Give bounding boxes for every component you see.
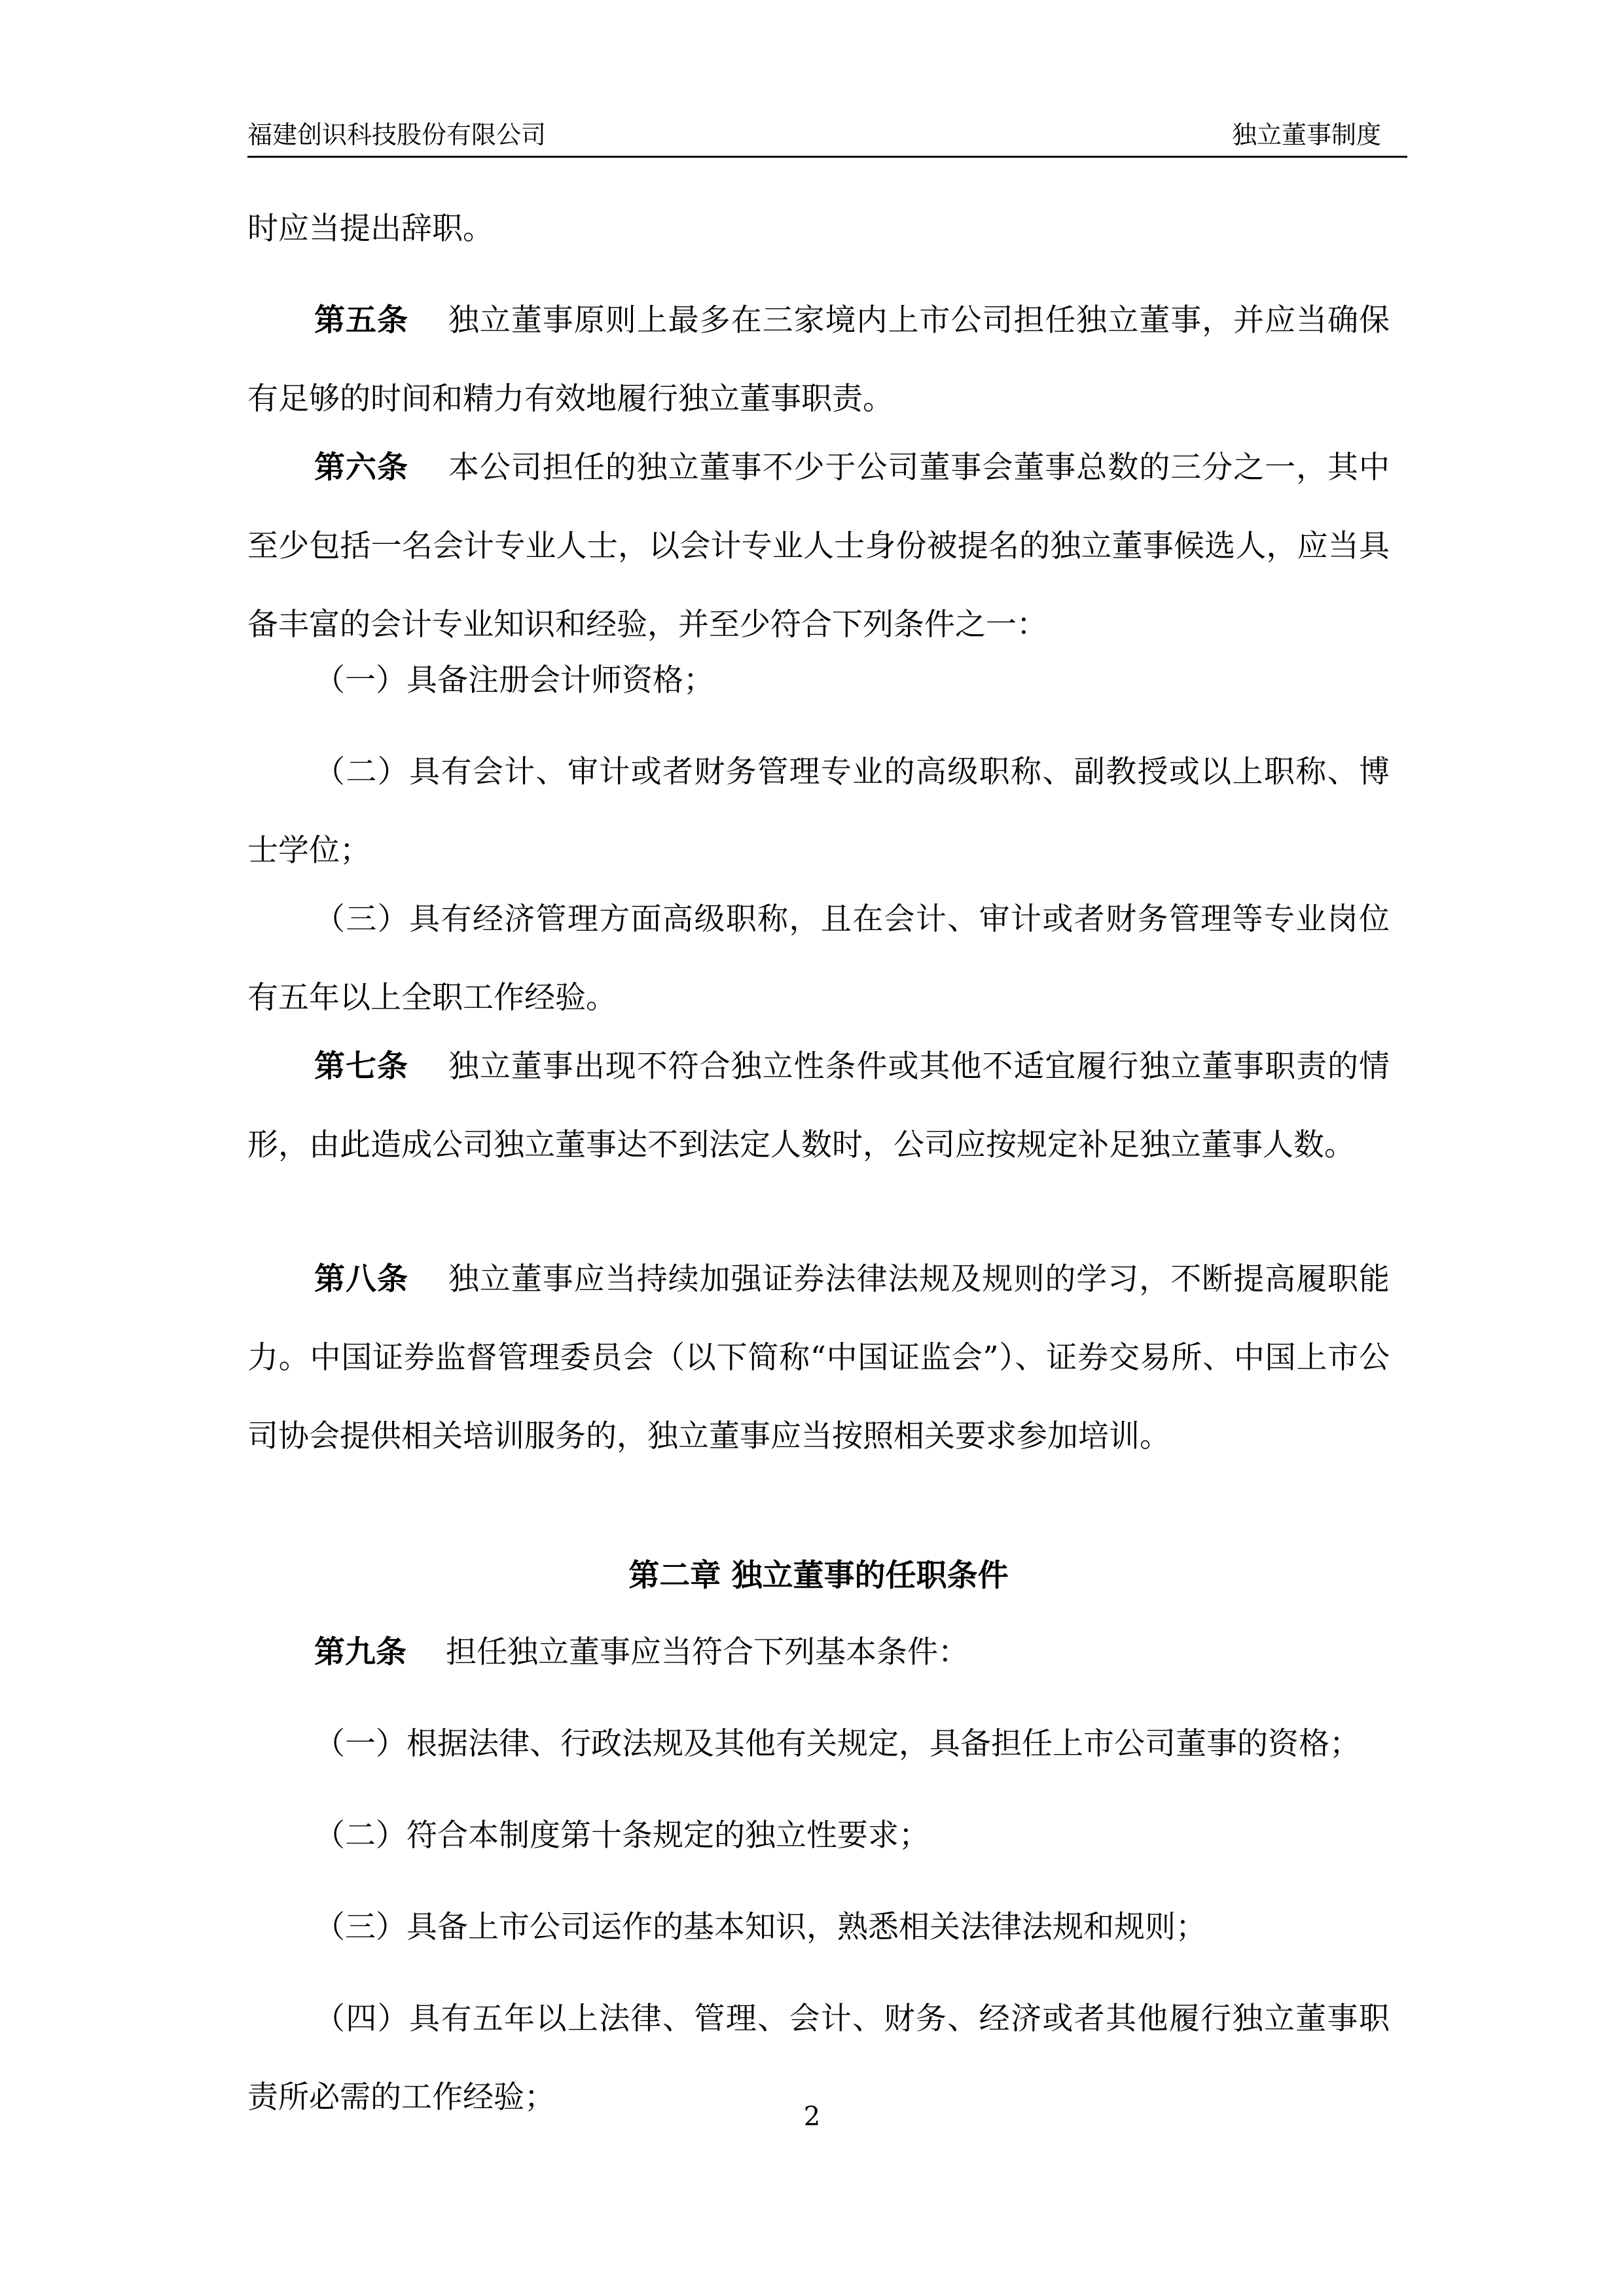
page-header	[247, 117, 1407, 158]
header-document-title: 独立董事制度	[1231, 120, 1381, 149]
article-5-text: 独立董事原则上最多在三家境内上市公司担任独立董事，并应当确保有足够的时间和精力有效地履行独立董事职责。	[247, 302, 1390, 417]
chapter-2-heading: 第二章 独立董事的任职条件	[628, 1558, 1009, 1594]
header-company-name: 福建创识科技股份有限公司	[247, 120, 547, 149]
article-6	[247, 429, 1390, 664]
article-9	[247, 1613, 1390, 1692]
article-9-item-4: （四）具有五年以上法律、管理、会计、财务、经济或者其他履行独立董事职责所必需的工作经验；	[247, 2001, 1390, 2115]
article-6-item-2: （二）具有会计、审计或者财务管理专业的高级职称、副教授或以上职称、博士学位；	[247, 754, 1390, 869]
article-8-label: 第八条	[314, 1261, 408, 1297]
paragraph-continuation: 时应当提出辞职。	[247, 211, 494, 247]
article-6-label: 第六条	[314, 450, 408, 486]
page-number: 2	[803, 2102, 821, 2132]
article-5	[247, 281, 1390, 439]
article-8-text: 独立董事应当持续加强证券法律法规及规则的学习，不断提高履职能力。中国证券监督管理委员会（以下简称“中国证监会”）、证券交易所、中国上市公司协会提供相关培训服务的，独立董事应当按照相关要求参加培训。	[247, 1261, 1390, 1454]
article-9-text: 担任独立董事应当符合下列基本条件：	[446, 1634, 969, 1670]
article-6-item-3: （三）具有经济管理方面高级职称，且在会计、审计或者财务管理等专业岗位有五年以上全职工作经验。	[247, 901, 1390, 1016]
article-9-item-1: （一）根据法律、行政法规及其他有关规定，具备担任上市公司董事的资格；	[314, 1726, 1360, 1762]
article-5-label: 第五条	[314, 302, 408, 338]
article-9-item-3: （三）具备上市公司运作的基本知识，熟悉相关法律法规和规则；	[314, 1909, 1206, 1945]
article-7-label: 第七条	[314, 1049, 408, 1085]
article-6-text: 本公司担任的独立董事不少于公司董事会董事总数的三分之一，其中至少包括一名会计专业人士，以会计专业人士身份被提名的独立董事候选人，应当具备丰富的会计专业知识和经验，并至少符合下列条件之一：	[247, 450, 1390, 643]
article-8	[247, 1240, 1390, 1476]
article-7	[247, 1028, 1390, 1185]
article-9-label: 第九条	[314, 1634, 406, 1670]
article-6-item-1: （一）具备注册会计师资格；	[314, 662, 714, 698]
article-7-text: 独立董事出现不符合独立性条件或其他不适宜履行独立董事职责的情形，由此造成公司独立董事达不到法定人数时，公司应按规定补足独立董事人数。	[247, 1049, 1390, 1163]
article-9-item-2: （二）符合本制度第十条规定的独立性要求；	[314, 1818, 929, 1854]
